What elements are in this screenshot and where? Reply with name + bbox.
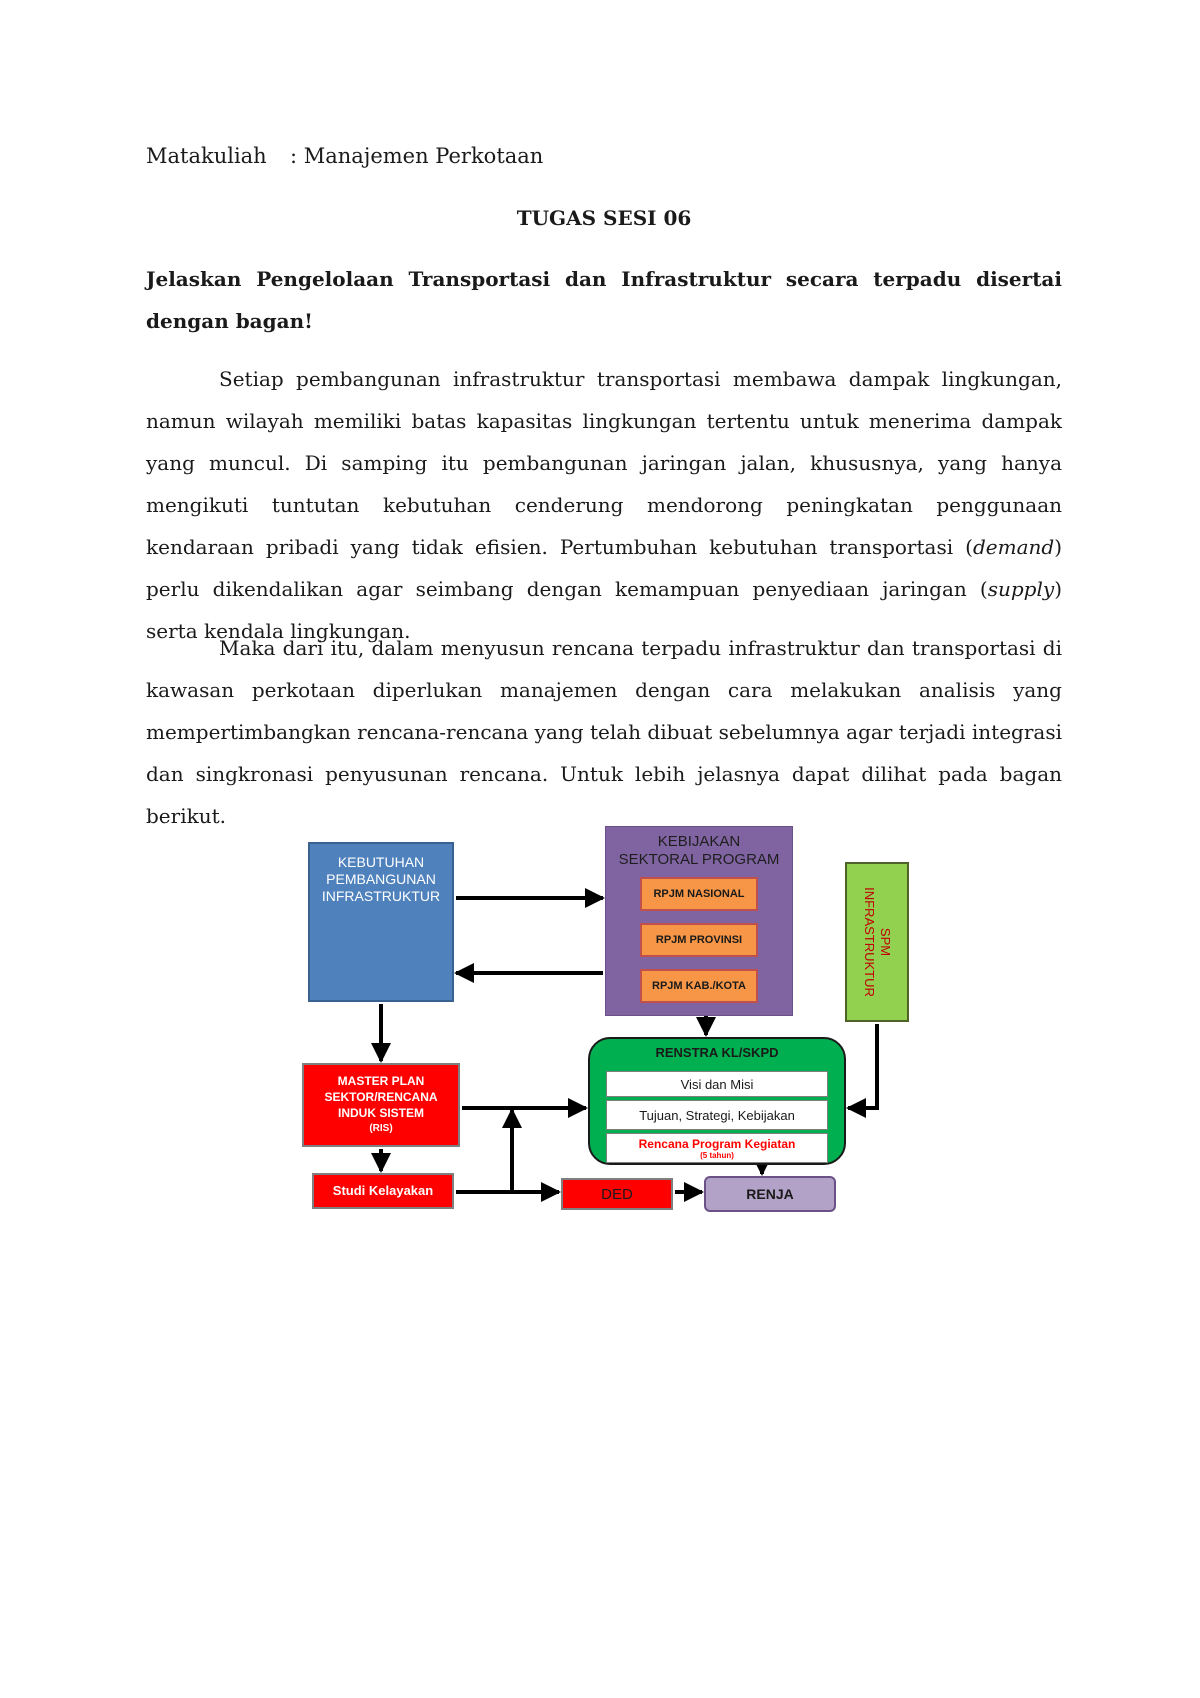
renstra-tujuan-row: Tujuan, Strategi, Kebijakan — [606, 1100, 828, 1130]
kebijakan-line-1: KEBIJAKAN — [657, 833, 741, 850]
studi-label: Studi Kelayakan — [332, 1183, 434, 1198]
ded-box — [561, 1178, 673, 1210]
kebutuhan-line-2: PEMBANGUNAN — [326, 871, 436, 887]
paragraph-1-part-1: Setiap pembangunan infrastruktur transportasi membawa dampak lingkungan, namun wilayah memiliki batas kapasitas lingkungan tertentu untuk menerima dampak yang muncul. Di samping itu pembangunan jaringan jalan, khususnya, yang hanya mengikuti tuntutan kebutuhan cenderung mendorong peningkatan penggunaan kendaraan pribadi yang tidak efisien. Pertumbuhan kebutuhan transportasi ( — [146, 367, 1062, 559]
master-line-1: MASTER PLAN — [337, 1074, 425, 1088]
master-ris: (RIS) — [369, 1123, 393, 1134]
page-title: TUGAS SESI 06 — [516, 206, 692, 230]
renstra-rencana-label: Rencana Program Kegiatan — [638, 1136, 796, 1151]
kebijakan-box — [605, 826, 793, 1016]
kebutuhan-line-3: INFRASTRUKTUR — [321, 888, 441, 904]
master-plan-box — [302, 1063, 460, 1147]
term-supply: supply — [987, 577, 1055, 601]
course-label: Matakuliah — [146, 144, 267, 168]
renja-label: RENJA — [746, 1186, 794, 1202]
spm-line-2: INFRASTRUKTUR — [862, 887, 877, 997]
rpjm-kabkota-box: RPJM KAB./KOTA — [640, 969, 758, 1003]
renstra-box — [588, 1037, 846, 1165]
renja-box — [704, 1176, 836, 1212]
question-text: Jelaskan Pengelolaan Transportasi dan Infrastruktur secara terpadu disertai dengan bagan! — [146, 267, 1062, 333]
paragraph-1-part-3: ) serta kendala lingkungan. — [146, 577, 1062, 643]
rpjm-provinsi-box: RPJM PROVINSI — [640, 923, 758, 957]
kebutuhan-box — [308, 842, 454, 1002]
studi-kelayakan-box — [312, 1173, 454, 1209]
spm-line-1: SPM — [878, 927, 893, 957]
kebijakan-line-2: SEKTORAL PROGRAM — [618, 851, 780, 868]
course-value: : Manajemen Perkotaan — [290, 144, 544, 168]
renstra-rencana-row — [606, 1133, 828, 1163]
spm-box — [845, 862, 909, 1022]
term-demand: demand — [972, 535, 1055, 559]
ded-label: DED — [601, 1186, 633, 1203]
paragraph-2: Maka dari itu, dalam menyusun rencana terpadu infrastruktur dan transportasi di kawasan perkotaan diperlukan manajemen dengan cara melakukan analisis yang mempertimbangkan rencana-rencana yang telah dibuat sebelumnya agar terjadi integrasi dan singkronasi penyusunan rencana. Untuk lebih jelasnya dapat dilihat pada bagan berikut. — [146, 636, 1062, 828]
master-line-2: SEKTOR/RENCANA — [324, 1090, 438, 1104]
kebutuhan-line-1: KEBUTUHAN — [337, 854, 425, 870]
renstra-rencana-sub: (5 tahun) — [700, 1150, 734, 1160]
renstra-visi-row: Visi dan Misi — [606, 1071, 828, 1097]
rpjm-nasional-box: RPJM NASIONAL — [640, 877, 758, 911]
renstra-title: RENSTRA KL/SKPD — [655, 1045, 779, 1060]
paragraph-1-part-2: ) perlu dikendalikan agar seimbang dengan kemampuan penyediaan jaringan ( — [146, 535, 1062, 601]
arrow-spm-to-renstra — [848, 1024, 877, 1108]
master-line-3: INDUK SISTEM — [337, 1106, 424, 1120]
